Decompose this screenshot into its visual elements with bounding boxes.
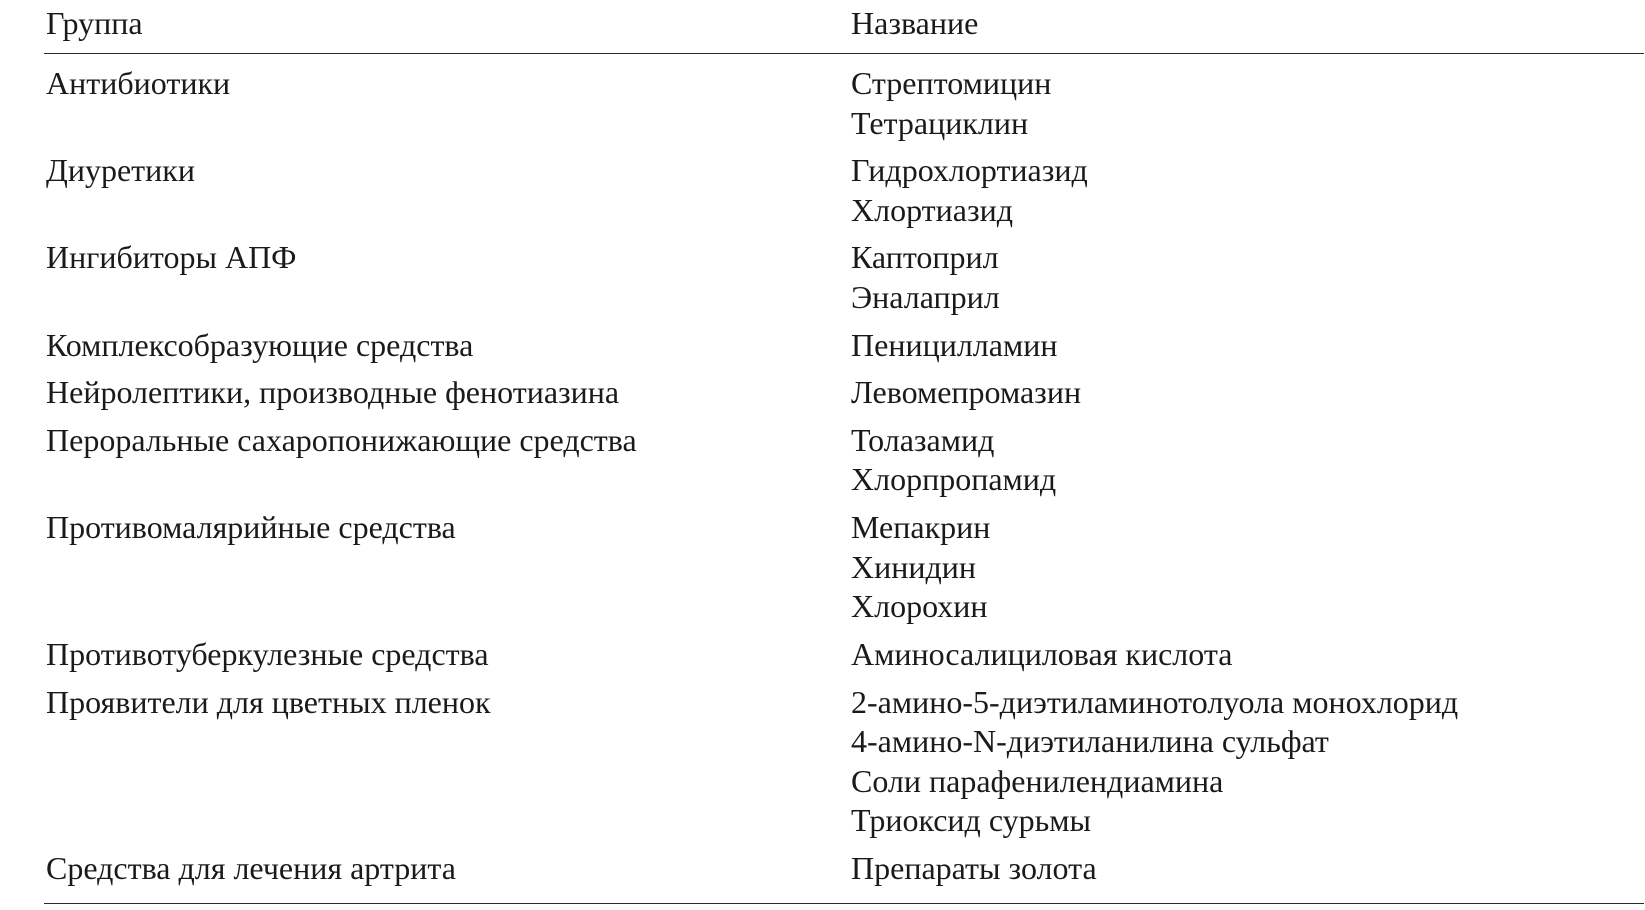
- table-row: [44, 508, 1644, 627]
- drug-name: Соли парафенилендиамина: [851, 762, 1224, 799]
- table-row: [44, 64, 1644, 143]
- group-cell: Нейролептики, производные фенотиазина: [46, 374, 620, 411]
- names-cell: [851, 326, 1644, 366]
- table-row: [44, 326, 1644, 366]
- drug-name: Триоксид сурьмы: [851, 802, 1091, 838]
- drug-name: Левомепромазин: [851, 374, 1082, 411]
- drug-name: Хлорпропамид: [851, 461, 1057, 498]
- drug-name: Препараты золота: [851, 849, 1097, 886]
- group-cell: Проявители для цветных пленок: [46, 683, 491, 720]
- group-cell: Диуретики: [46, 152, 195, 189]
- drug-name: Каптоприл: [851, 239, 999, 276]
- drug-name: Аминосалициловая кислота: [851, 635, 1233, 672]
- group-cell: Противотуберкулезные средства: [46, 635, 489, 672]
- drug-name: Эналаприл: [851, 278, 1000, 315]
- drug-name: Гидрохлортиазид: [851, 152, 1088, 189]
- drug-name: 4-амино-N-диэтиланилина сульфат: [851, 723, 1329, 759]
- header-name: Название: [851, 5, 979, 41]
- drug-name: Пеницилламин: [851, 326, 1058, 363]
- drug-name: 2-амино-5-диэтиламинотолуола монохлорид: [851, 683, 1459, 720]
- names-cell: [851, 238, 1644, 317]
- drug-name: Стрептомицин: [851, 65, 1052, 101]
- names-cell: [851, 421, 1644, 500]
- drug-name: Толазамид: [851, 421, 995, 458]
- group-cell: Ингибиторы АПФ: [46, 239, 297, 276]
- names-cell: [851, 151, 1644, 230]
- names-cell: [851, 849, 1644, 889]
- names-cell: [851, 683, 1644, 841]
- drug-name: Хинидин: [851, 548, 977, 585]
- group-cell: Противомалярийные средства: [46, 509, 456, 546]
- table-row: [44, 683, 1644, 841]
- bottom-rule: [44, 903, 1644, 904]
- names-cell: [851, 635, 1644, 675]
- group-cell: Средства для лечения артрита: [46, 849, 456, 886]
- table-row: [44, 238, 1644, 317]
- header-group: Группа: [46, 5, 143, 41]
- group-cell: Комплексобразующие средства: [46, 326, 474, 363]
- table-row: [44, 849, 1644, 889]
- drug-name: Хлорохин: [851, 588, 988, 625]
- names-cell: [851, 508, 1644, 627]
- group-cell: Пероральные сахаропонижающие средства: [46, 421, 637, 458]
- table-row: [44, 151, 1644, 230]
- group-cell: Антибиотики: [46, 65, 231, 101]
- table-row: [44, 635, 1644, 675]
- names-cell: [851, 64, 1644, 143]
- drug-name: Хлортиазид: [851, 191, 1014, 228]
- header-rule: [44, 53, 1644, 54]
- drug-name: Мепакрин: [851, 509, 991, 546]
- table-row: [44, 373, 1644, 413]
- drug-name: Тетрациклин: [851, 104, 1029, 141]
- names-cell: [851, 373, 1644, 413]
- table-row: [44, 421, 1644, 500]
- table-body: [44, 64, 1644, 888]
